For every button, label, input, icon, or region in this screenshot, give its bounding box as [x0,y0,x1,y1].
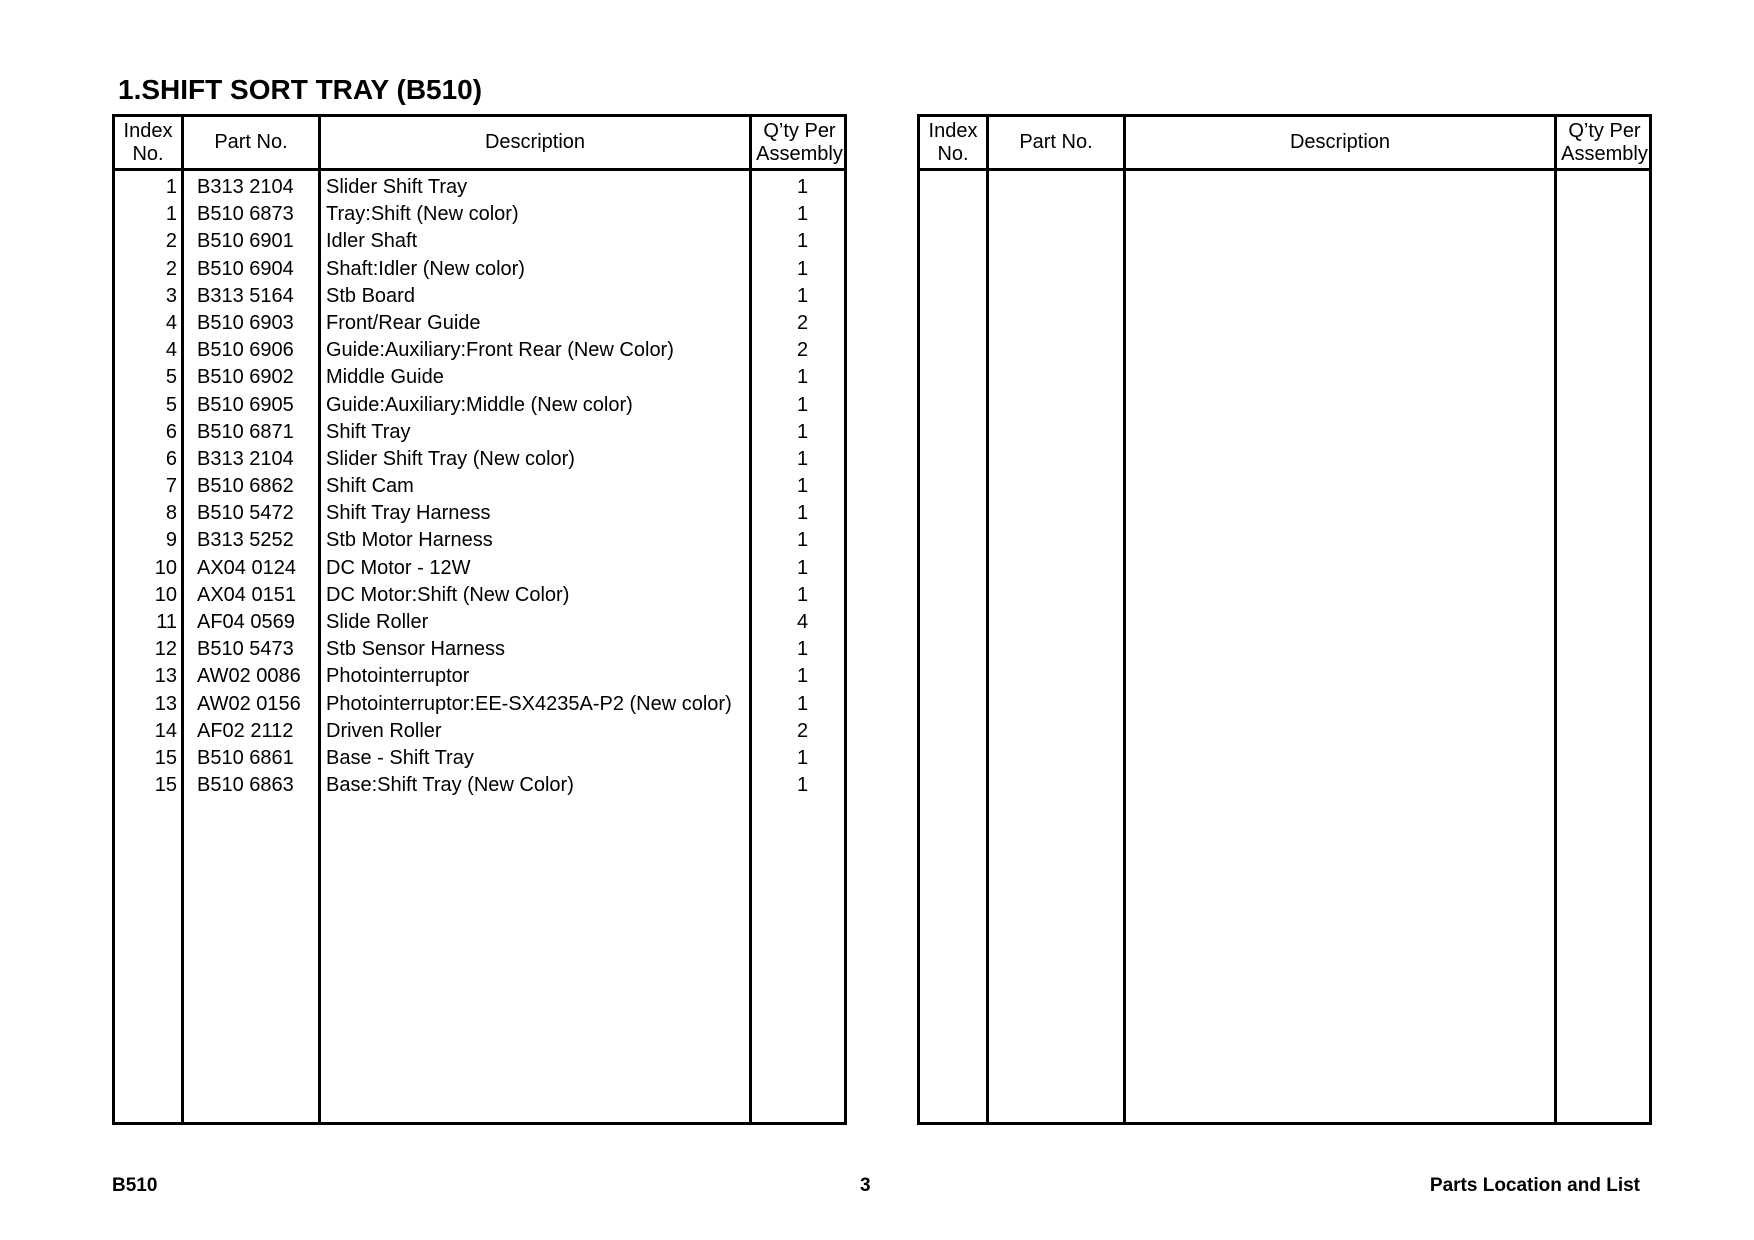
header-index-line1: Index [123,119,173,142]
row-index: 13 [154,692,177,715]
row-description: Photointerruptor [326,665,470,688]
row-qty: 1 [796,774,809,797]
row-qty: 1 [796,420,809,443]
row-index: 6 [165,447,177,470]
table-row [115,609,844,636]
row-part-no: B510 6873 [197,203,294,226]
parts-table-left [112,114,847,1125]
table-row [115,527,844,554]
row-index: 2 [165,230,177,253]
table-row [115,228,844,255]
column-divider [986,117,989,1122]
row-qty: 1 [796,638,809,661]
header-qty-line2: Assembly [756,142,843,165]
row-qty: 2 [796,311,809,334]
row-qty: 2 [796,339,809,362]
table-row [115,256,844,283]
header-index-line1: Index [928,119,978,142]
row-description: Middle Guide [326,366,444,389]
footer-page-number: 3 [860,1175,871,1196]
row-index: 2 [165,257,177,280]
header-description-label: Description [1289,131,1391,153]
header-divider [115,168,844,171]
row-part-no: B510 6862 [197,475,294,498]
row-qty: 1 [796,447,809,470]
row-part-no: AF04 0569 [197,611,295,633]
row-part-no: B313 2104 [197,176,294,198]
header-part-no-label: Part No. [1019,131,1093,153]
row-qty: 1 [796,257,809,280]
row-part-no: B510 6863 [197,774,294,797]
parts-rows [115,174,844,799]
row-qty: 1 [796,176,809,198]
table-row [115,283,844,310]
row-index: 3 [165,284,177,307]
row-part-no: AX04 0151 [197,583,296,606]
row-part-no: AW02 0156 [197,692,301,715]
row-index: 10 [154,583,177,606]
row-part-no: B510 6904 [197,257,294,280]
header-part-no-label: Part No. [214,131,288,153]
row-description: Base - Shift Tray [326,746,474,769]
row-qty: 1 [796,475,809,498]
row-part-no: B313 5164 [197,284,294,307]
row-index: 10 [154,556,177,579]
row-description: Shift Cam [326,475,414,498]
header-description [321,117,749,168]
row-index: 1 [165,176,177,198]
row-index: 15 [154,774,177,797]
row-qty: 1 [796,203,809,226]
row-description: Driven Roller [326,719,442,742]
row-part-no: AF02 2112 [197,719,294,742]
row-description: Shift Tray [326,420,411,443]
header-qty-line1: Q’ty Per [763,119,836,142]
table-row [115,582,844,609]
row-description: Slider Shift Tray (New color) [326,447,575,470]
table-row [115,364,844,391]
row-description: Front/Rear Guide [326,311,481,334]
row-qty: 1 [796,529,809,552]
row-description: Shift Tray Harness [326,502,491,525]
row-index: 13 [154,665,177,688]
header-qty [752,117,847,168]
row-qty: 1 [796,692,809,715]
row-qty: 1 [796,284,809,307]
table-row [115,446,844,473]
row-part-no: B510 5472 [197,502,294,525]
header-index-line2: No. [937,142,969,165]
row-description: Slide Roller [326,611,429,633]
header-divider [920,168,1649,171]
row-description: Idler Shaft [326,230,418,253]
row-qty: 1 [796,665,809,688]
row-qty: 1 [796,556,809,579]
row-description: DC Motor - 12W [326,556,471,579]
header-qty-line1: Q’ty Per [1568,119,1641,142]
header-part-no [989,117,1123,168]
row-index: 4 [165,339,177,362]
header-index [115,117,181,168]
row-part-no: B313 5252 [197,529,294,552]
table-row [115,310,844,337]
header-part-no [184,117,318,168]
row-part-no: B510 6906 [197,339,294,362]
table-row [115,201,844,228]
row-qty: 2 [796,719,809,742]
row-description: Stb Sensor Harness [326,638,505,661]
row-index: 6 [165,420,177,443]
column-divider [1554,117,1557,1122]
table-row [115,473,844,500]
row-description: Shaft:Idler (New color) [326,257,525,280]
row-part-no: B510 6861 [197,746,294,769]
row-part-no: B510 5473 [197,638,294,661]
row-qty: 1 [796,583,809,606]
header-qty-line2: Assembly [1561,142,1648,165]
row-index: 15 [154,746,177,769]
row-part-no: B510 6901 [197,230,294,253]
row-part-no: B313 2104 [197,447,294,470]
page-title: 1.SHIFT SORT TRAY (B510) [118,74,483,105]
table-row [115,174,844,201]
footer-model: B510 [112,1175,158,1196]
table-row [115,691,844,718]
row-description: Guide:Auxiliary:Middle (New color) [326,393,633,416]
table-row [115,772,844,799]
row-description: Photointerruptor:EE-SX4235A-P2 (New color) [326,692,732,715]
row-qty: 1 [796,746,809,769]
table-row [115,392,844,419]
row-index: 7 [165,475,177,498]
row-part-no: B510 6902 [197,366,294,389]
header-index [920,117,986,168]
row-description: Tray:Shift (New color) [326,203,519,226]
table-row [115,745,844,772]
row-qty: 4 [796,611,809,633]
column-divider [1123,117,1126,1122]
row-index: 5 [165,366,177,389]
header-index-line2: No. [132,142,164,165]
row-qty: 1 [796,393,809,416]
row-index: 4 [165,311,177,334]
header-qty [1557,117,1652,168]
row-index: 1 [165,203,177,226]
row-index: 8 [165,502,177,525]
row-part-no: B510 6871 [197,420,294,443]
table-row [115,337,844,364]
footer-section-title: Parts Location and List [1429,1175,1640,1196]
row-part-no: AW02 0086 [197,665,301,688]
table-row [115,718,844,745]
table-row [115,500,844,527]
row-part-no: AX04 0124 [197,556,296,579]
row-index: 9 [165,529,177,552]
row-description: Stb Board [326,284,415,307]
row-description: Guide:Auxiliary:Front Rear (New Color) [326,339,674,362]
row-index: 11 [156,611,177,633]
row-description: DC Motor:Shift (New Color) [326,583,570,606]
table-row [115,636,844,663]
row-description: Stb Motor Harness [326,529,493,552]
row-description: Base:Shift Tray (New Color) [326,774,574,797]
header-description-label: Description [484,131,586,153]
row-qty: 1 [796,230,809,253]
row-index: 12 [154,638,177,661]
table-row [115,663,844,690]
header-description [1126,117,1554,168]
table-row [115,419,844,446]
table-row [115,555,844,582]
row-part-no: B510 6903 [197,311,294,334]
row-qty: 1 [796,502,809,525]
parts-table-right [917,114,1652,1125]
row-part-no: B510 6905 [197,393,294,416]
row-qty: 1 [796,366,809,389]
row-index: 14 [154,719,177,742]
row-description: Slider Shift Tray [326,176,468,198]
row-index: 5 [165,393,177,416]
